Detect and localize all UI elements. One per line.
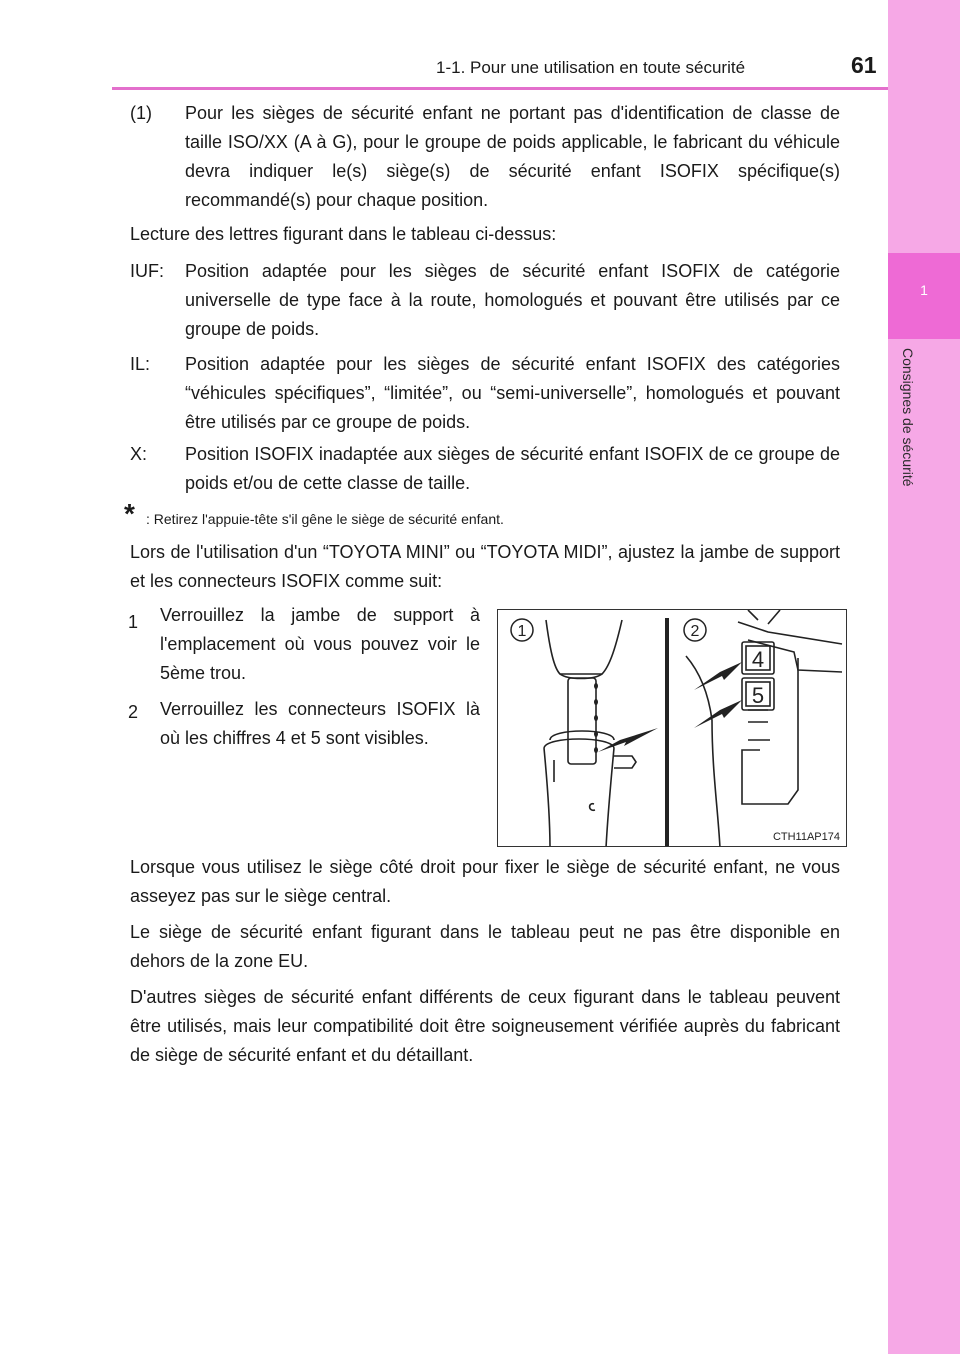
header-divider — [112, 87, 888, 90]
connector-label-4: 4 — [751, 647, 765, 672]
closing-paragraph-3: D'autres sièges de sécurité enfant différents de ceux figurant dans le tableau peuvent être utilisés, mais leur compatibilité doit être soigneusement vérifiée auprès du fabricant de siège de sécurité enfant et du détaillant. — [130, 987, 840, 1065]
support-leg-drawing — [544, 620, 636, 847]
legend-intro: Lecture des lettres figurant dans le tableau ci-dessus: — [130, 224, 557, 244]
callout-2: 2 — [690, 623, 700, 640]
chapter-side-band — [888, 0, 960, 1354]
figure-code: CTH11AP174 — [772, 831, 840, 843]
arrow-icon — [598, 728, 658, 752]
arrow-icon — [694, 662, 742, 728]
legend-text-il: Position adaptée pour les sièges de sécurité enfant ISOFIX des catégories “véhicules spécifiques”, “limitée”, ou “semi-universelle”, homologués et pouvant être utilisés par ce groupe de poids. — [185, 354, 840, 432]
section-title: 1-1. Pour une utilisation en toute sécurité — [436, 58, 746, 77]
instructions-intro: Lors de l'utilisation d'un “TOYOTA MINI” ou “TOYOTA MIDI”, ajustez la jambe de support et les connecteurs ISOFIX comme suit: — [130, 542, 840, 591]
note-marker: (1) — [130, 103, 152, 123]
legend-code-il: IL: — [130, 354, 151, 374]
chapter-label-text: Consignes de sécurité — [900, 348, 916, 487]
closing-paragraph-2: Le siège de sécurité enfant figurant dans le tableau peut ne pas être disponible en dehors de la zone EU. — [130, 922, 840, 971]
footnote-text: : Retirez l'appuie-tête s'il gêne le siège de sécurité enfant. — [146, 511, 504, 527]
legend-text-iuf: Position adaptée pour les sièges de sécurité enfant ISOFIX de catégorie universelle de type face à la route, homologués et pouvant être utilisés par ce groupe de poids. — [185, 261, 840, 339]
chapter-label — [888, 348, 960, 538]
legend-code-x: X: — [130, 444, 148, 464]
callout-1: 1 — [517, 623, 527, 640]
connector-label-5: 5 — [751, 683, 765, 708]
isofix-illustration — [497, 609, 847, 847]
legend-code-iuf: IUF: — [130, 261, 164, 281]
closing-paragraph-1: Lorsque vous utilisez le siège côté droit pour fixer le siège de sécurité enfant, ne vous asseyez pas sur le siège central. — [130, 857, 840, 906]
step-number-2: 2 — [128, 702, 139, 722]
step-text-2: Verrouillez les connecteurs ISOFIX là où les chiffres 4 et 5 sont visibles. — [160, 699, 480, 748]
page-number: 61 — [851, 52, 877, 78]
footnote-star: * — [124, 498, 135, 529]
legend-text-x: Position ISOFIX inadaptée aux sièges de sécurité enfant ISOFIX de ce groupe de poids et/ou de cette classe de taille. — [185, 444, 840, 493]
step-text-1: Verrouillez la jambe de support à l'emplacement où vous pouvez voir le 5ème trou. — [160, 605, 480, 683]
chapter-tab-number: 1 — [920, 282, 928, 298]
step-number-1: 1 — [128, 612, 139, 632]
connector-drawing — [686, 610, 842, 847]
note-text: Pour les sièges de sécurité enfant ne portant pas d'identification de classe de taille ISO/XX (A à G), pour le groupe de poids applicable, le fabricant du véhicule devra indiquer le(s) siège(s) de sécurité enfant ISOFIX spécifique(s) recommandé(s) pour chaque position. — [185, 103, 840, 210]
